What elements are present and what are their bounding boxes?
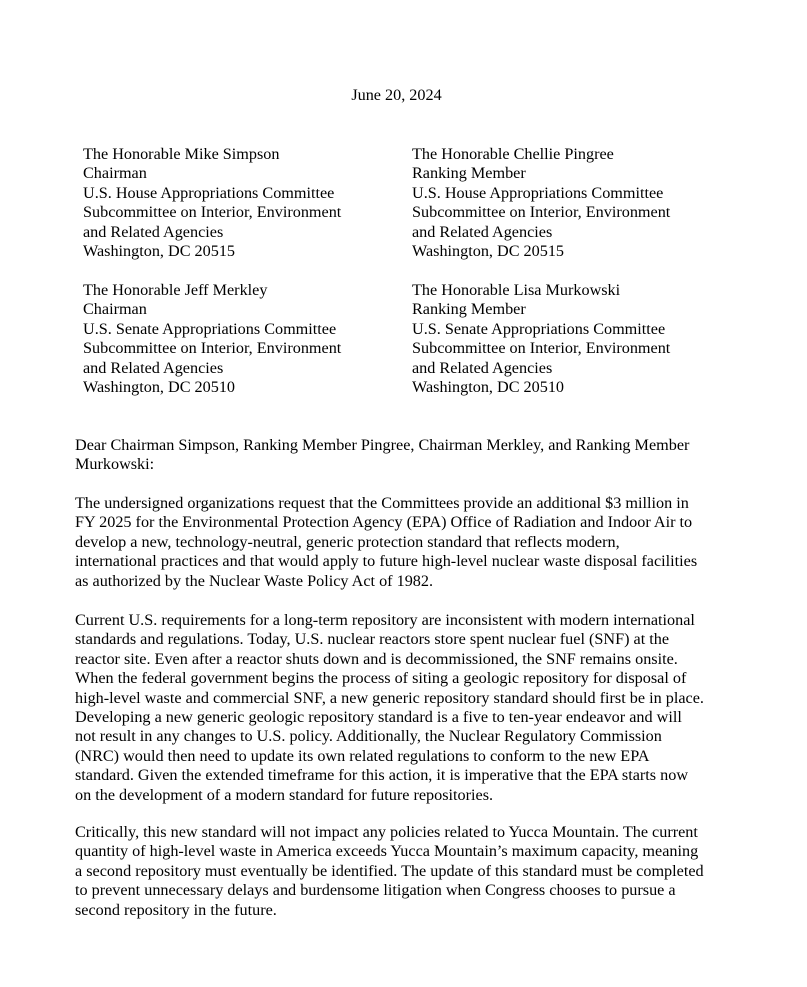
paragraph-line: standard. Given the extended timeframe for this action, it is imperative that the EPA starts now xyxy=(75,766,689,785)
letter-date: June 20, 2024 xyxy=(351,86,442,104)
recipient-subcommittee: Subcommittee on Interior, Environment xyxy=(412,203,671,222)
recipient-city: Washington, DC 20515 xyxy=(83,241,236,260)
paragraph-line: develop a new, technology-neutral, generic protection standard that reflects modern, xyxy=(75,532,620,551)
recipient-subcommittee: Subcommittee on Interior, Environment xyxy=(83,339,342,358)
recipient-address-pingree xyxy=(412,145,670,261)
salutation xyxy=(75,436,735,475)
recipient-title: Chairman xyxy=(83,164,147,183)
salutation-line: Dear Chairman Simpson, Ranking Member Pingree, Chairman Merkley, and Ranking Member xyxy=(75,436,690,454)
recipient-subcommittee-cont: and Related Agencies xyxy=(412,358,553,377)
recipient-city: Washington, DC 20510 xyxy=(412,377,565,396)
recipient-title: Chairman xyxy=(83,300,147,319)
recipient-committee: U.S. House Appropriations Committee xyxy=(83,183,335,202)
recipient-name: The Honorable Lisa Murkowski xyxy=(412,281,621,299)
body-paragraph-funding-request xyxy=(75,494,735,591)
recipient-committee: U.S. House Appropriations Committee xyxy=(412,183,664,202)
recipient-subcommittee: Subcommittee on Interior, Environment xyxy=(412,339,671,358)
recipient-address-simpson xyxy=(83,145,341,261)
paragraph-line: not result in any changes to U.S. policy. Additionally, the Nuclear Regulatory Commission xyxy=(75,727,662,746)
paragraph-line: Current U.S. requirements for a long-term repository are inconsistent with modern international xyxy=(75,611,695,629)
paragraph-line: Developing a new generic geologic repository standard is a five to ten-year endeavor and will xyxy=(75,707,682,726)
paragraph-line: quantity of high-level waste in America exceeds Yucca Mountain’s maximum capacity, meaning xyxy=(75,842,699,861)
paragraph-line: a second repository must eventually be identified. The update of this standard must be completed xyxy=(75,861,704,880)
paragraph-line: to prevent unnecessary delays and burdensome litigation when Congress chooses to pursue a xyxy=(75,881,676,900)
recipient-name: The Honorable Mike Simpson xyxy=(83,145,280,163)
body-paragraph-yucca-mountain xyxy=(75,823,735,920)
recipient-committee: U.S. Senate Appropriations Committee xyxy=(412,319,666,338)
body-paragraph-current-requirements xyxy=(75,611,735,805)
paragraph-line: second repository in the future. xyxy=(75,900,277,919)
paragraph-line: high-level waste and commercial SNF, a new generic repository standard should first be in place. xyxy=(75,688,704,707)
paragraph-line: international practices and that would apply to future high-level nuclear waste disposal facilities xyxy=(75,552,698,571)
recipient-city: Washington, DC 20515 xyxy=(412,241,565,260)
paragraph-line: FY 2025 for the Environmental Protection Agency (EPA) Office of Radiation and Indoor Air to xyxy=(75,513,693,532)
recipient-committee: U.S. Senate Appropriations Committee xyxy=(83,319,337,338)
recipient-address-murkowski xyxy=(412,281,670,397)
paragraph-line: as authorized by the Nuclear Waste Policy Act of 1982. xyxy=(75,571,434,590)
recipient-subcommittee: Subcommittee on Interior, Environment xyxy=(83,203,342,222)
recipient-address-merkley xyxy=(83,281,341,397)
recipient-title: Ranking Member xyxy=(412,300,526,319)
paragraph-line: on the development of a modern standard for future repositories. xyxy=(75,785,494,804)
recipient-subcommittee-cont: and Related Agencies xyxy=(83,222,224,241)
salutation-line: Murkowski: xyxy=(75,455,155,474)
recipient-name: The Honorable Jeff Merkley xyxy=(83,281,268,299)
paragraph-line: standards and regulations. Today, U.S. nuclear reactors store spent nuclear fuel (SNF) at the xyxy=(75,630,670,649)
paragraph-line: The undersigned organizations request that the Committees provide an additional $3 million in xyxy=(75,494,689,512)
recipient-title: Ranking Member xyxy=(412,164,526,183)
paragraph-line: When the federal government begins the process of siting a geologic repository for disposal of xyxy=(75,669,687,688)
paragraph-line: Critically, this new standard will not impact any policies related to Yucca Mountain. The current xyxy=(75,823,698,841)
recipient-subcommittee-cont: and Related Agencies xyxy=(83,358,224,377)
recipient-name: The Honorable Chellie Pingree xyxy=(412,145,614,163)
paragraph-line: reactor site. Even after a reactor shuts down and is decommissioned, the SNF remains onsite. xyxy=(75,649,678,668)
recipient-city: Washington, DC 20510 xyxy=(83,377,236,396)
recipient-subcommittee-cont: and Related Agencies xyxy=(412,222,553,241)
paragraph-line: (NRC) would then need to update its own related regulations to conform to the new EPA xyxy=(75,746,650,765)
